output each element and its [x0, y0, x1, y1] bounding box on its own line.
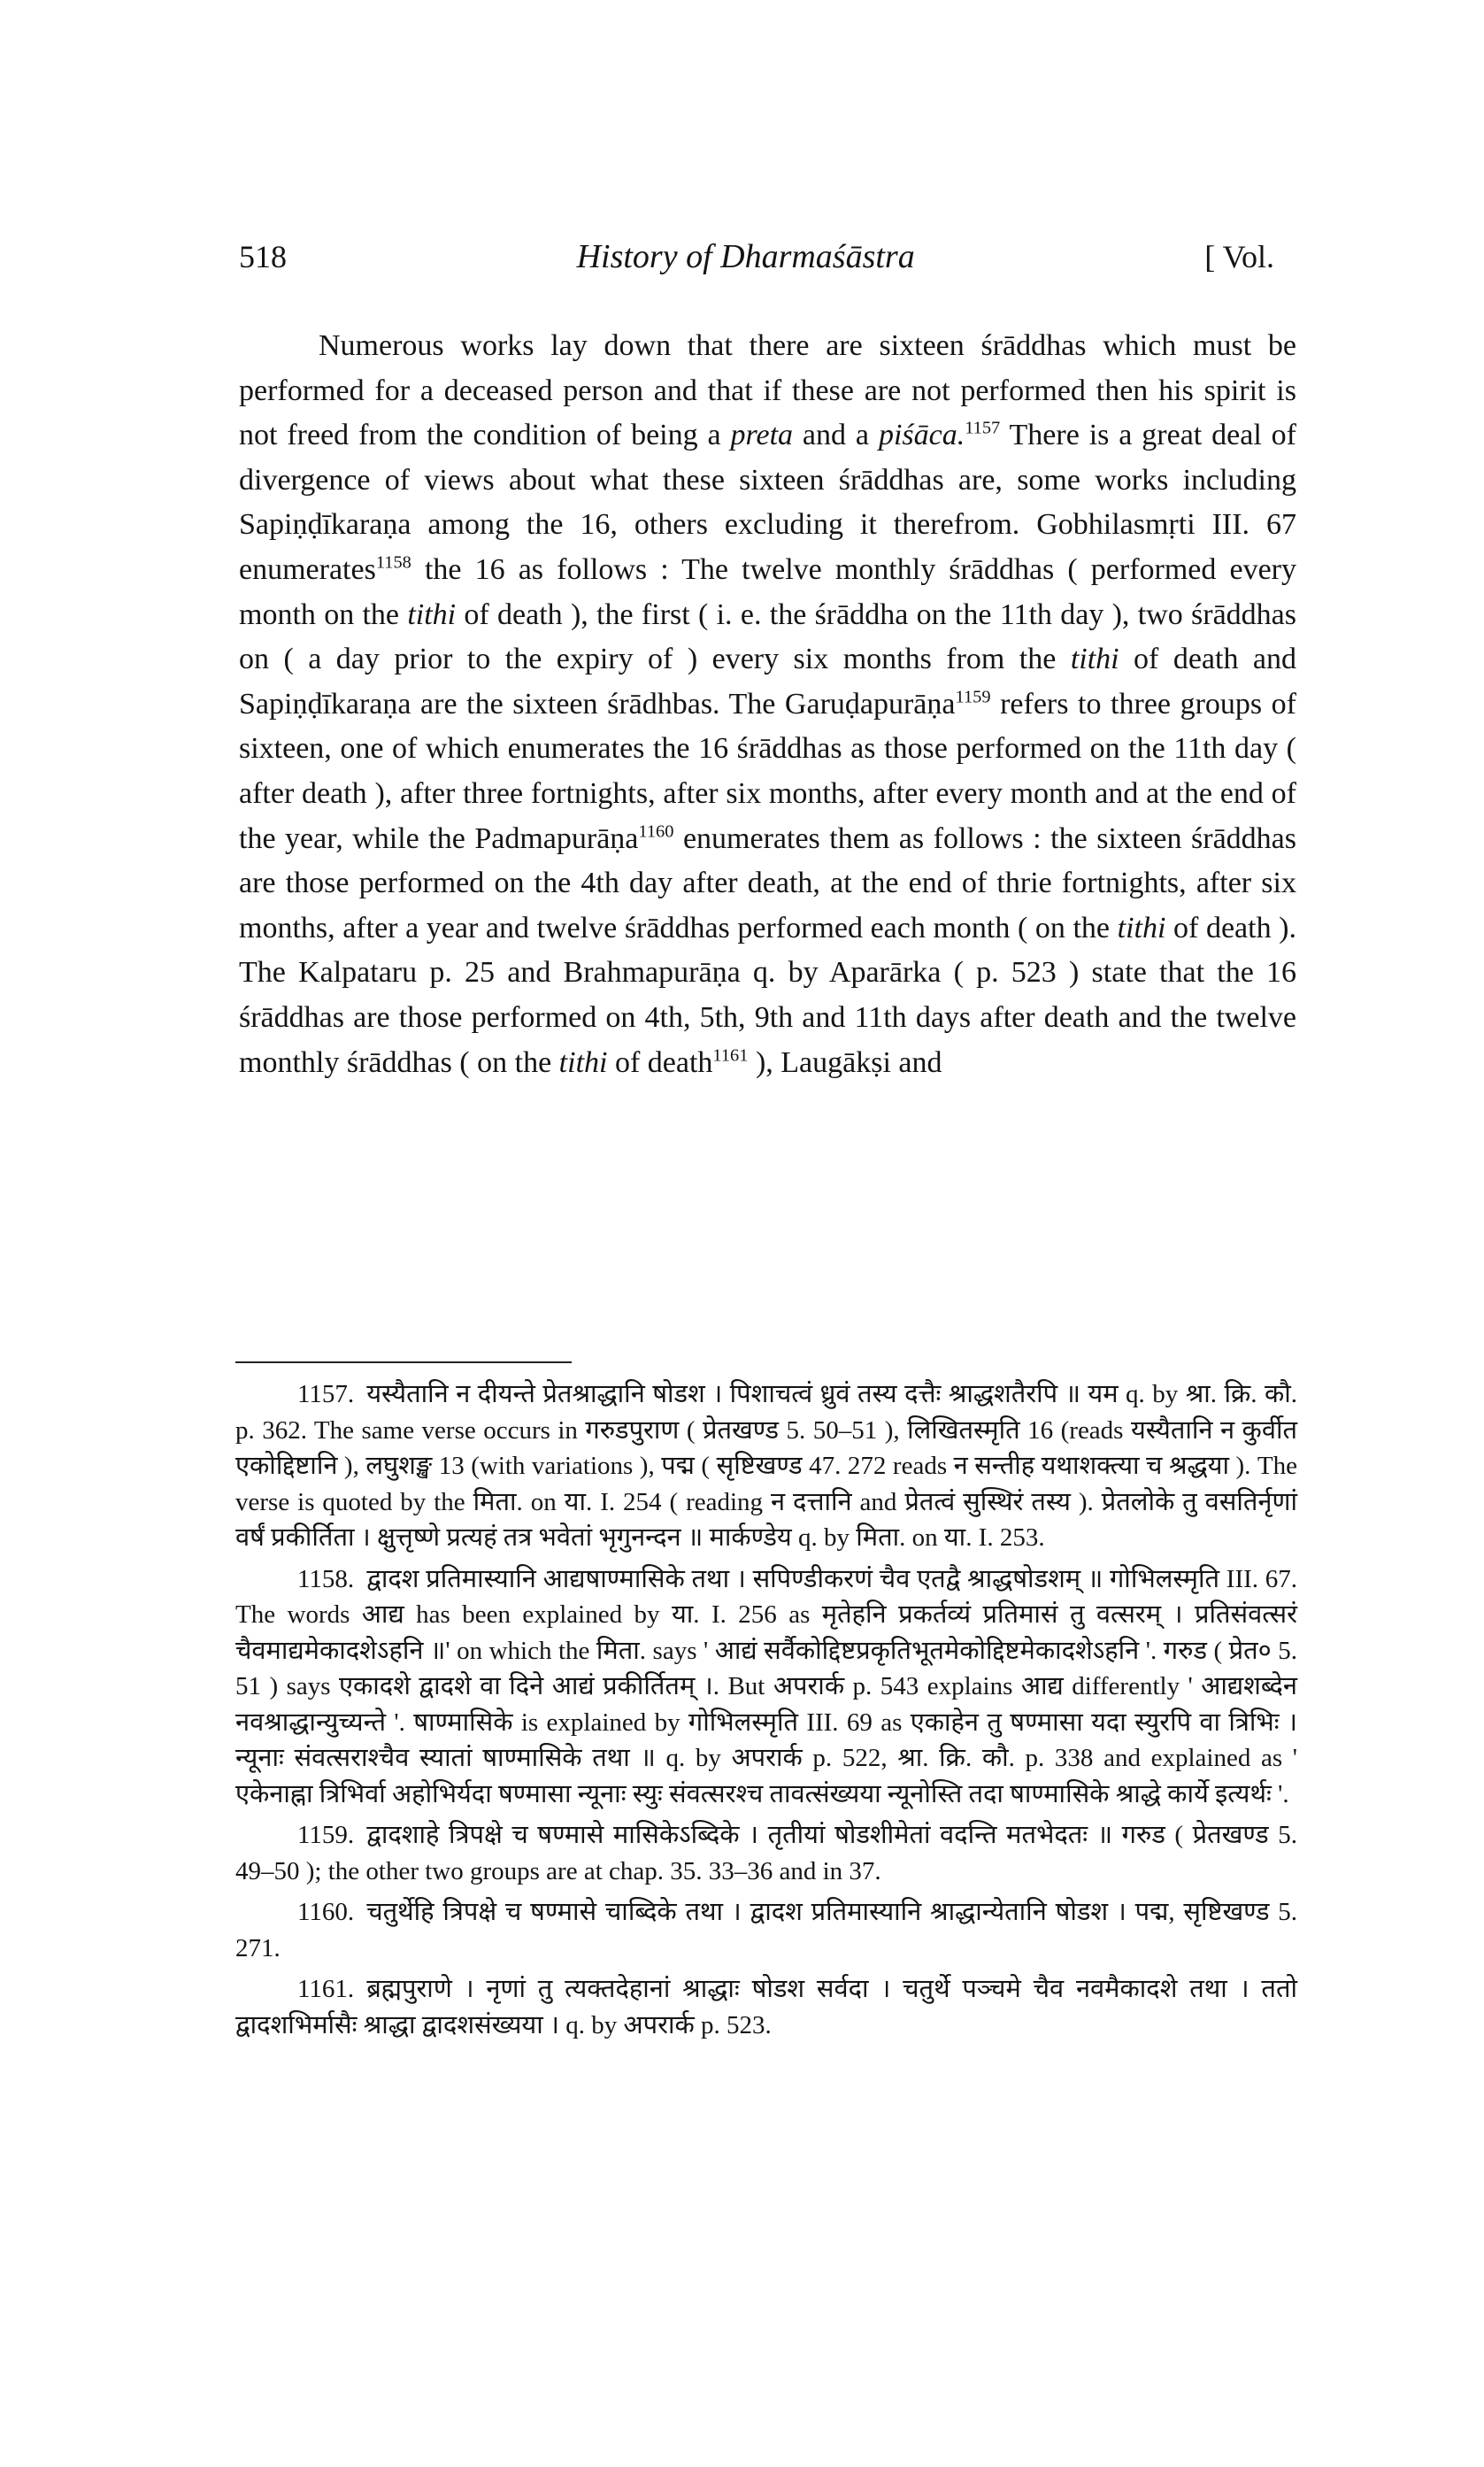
footnote-number: 1160. [297, 1898, 355, 1926]
footnote-text: द्वादशाहे त्रिपक्षे च षण्मासे मासिकेऽब्दिके । तृतीयां षोडशीमेतां वदन्ति मतभेदतः ॥ गरुड ( प्रेतखण्ड 5. 49–50 ); the other two groups are at chap. 35. 33–36 and in 37. [235, 1821, 1297, 1885]
page-number: 518 [239, 239, 287, 274]
footnote-ref[interactable]: 1157 [965, 418, 1001, 438]
footnote-number: 1159. [297, 1821, 355, 1849]
footnote [235, 1376, 1297, 1556]
footnotes [235, 1376, 1297, 2048]
footnote-ref[interactable]: 1160 [638, 821, 674, 842]
footnote-text: यस्यैतानि न दीयन्ते प्रेतश्राद्धानि षोडश । पिशाचत्वं ध्रुवं तस्य दत्तैः श्राद्धशतैरपि ॥ यम q. by श्रा. क्रि. कौ. p. 362. The same verse occurs in गरुडपुराण ( प्रेतखण्ड 5. 50–51 ), लिखितस्मृति 16 (reads यस्यैतानि न कुर्वीत एकोद्दिष्टानि ), लघुशङ्ख 13 (with variations ), पद्म ( सृष्टिखण्ड 47. 272 reads न सन्तीह यथाशक्त्या च श्रद्धया ). The verse is quoted by the मिता. on या. I. 254 ( reading न दत्तानि and प्रेतत्वं सुस्थिरं तस्य ). प्रेतलोके तु वसतिर्नृणां वर्षं प्रकीर्तिता । क्षुत्तृष्णे प्रत्यहं तत्र भवेतां भृगुनन्दन ॥ मार्कण्डेय q. by मिता. on या. I. 253. [235, 1380, 1297, 1552]
footnote [235, 1894, 1297, 1966]
footnote-ref[interactable]: 1161 [712, 1045, 749, 1066]
footnote-text: चतुर्थेहि त्रिपक्षे च षण्मासे चाब्दिके तथा । द्वादश प्रतिमास्यानि श्राद्धान्येतानि षोडश । पद्म, सृष्टिखण्ड 5. 271. [235, 1898, 1297, 1962]
footnote-divider [235, 1361, 572, 1363]
main-text [239, 324, 1296, 1085]
footnote-ref[interactable]: 1158 [375, 552, 411, 573]
paragraph: Numerous works lay down that there are sixteen śrāddhas which must be performed for a deceased person and that if these are not performed then his spirit is not freed from the condition of being a preta and a piśāca.$^{1157}$ There is a great deal of divergence of views about what these sixteen śrāddhas are, some works including Sapiṇḍīkaraṇa among the 16, others excluding it therefrom. Gobhilasmṛti III. 67 enumerates$^{1158}$ the 16 as follows : The twelve monthly śrāddhas ( performed every month on the tithi of death ), the first ( i. e. the śrāddha on the 11th day ), two śrāddhas on ( a day prior to the expiry of ) every six months from the tithi of death and Sapiṇḍīkaraṇa are the sixteen śrādhbas. The Garuḍapurāṇa$^{1159}$ refers to three groups of sixteen, one of which enumerates the 16 śrāddhas as those performed on the 11th day ( after death ), after three fortnights, after six months, after every month and at the end of the year, while the Padmapurāṇa$^{1160}$ enumerates them as follows : the sixteen śrāddhas are those performed on the 4th day after death, at the end of thrie fortnights, after six months, after a year and twelve śrāddhas performed each month ( on the tithi of death ). The Kalpataru p. 25 and Brahmapurāṇa q. by Aparārka ( p. 523 ) state that the 16 śrāddhas are those performed on 4th, 5th, 9th and 11th days after death and the twelve monthly śrāddhas ( on the tithi of death$^{1161}$ ), Laugākṣi and [239, 329, 1297, 1079]
footnote-text: ब्रह्मपुराणे । नृणां तु त्यक्तदेहानां श्राद्धाः षोडश सर्वदा । चतुर्थे पञ्चमे चैव नवमैकादशे तथा । ततो द्वादशभिर्मासैः श्राद्धा द्वादशसंख्यया । q. by अपरार्क p. 523. [235, 1975, 1297, 2039]
footnote [235, 1971, 1297, 2043]
running-title: History of Dharmaśāstra [576, 238, 915, 275]
footnote-text: द्वादश प्रतिमास्यानि आद्यषाण्मासिके तथा । सपिण्डीकरणं चैव एतद्वै श्राद्धषोडशम् ॥ गोभिलस्मृति III. 67. The words आद्य has been explained by या. I. 256 as मृतेहनि प्रकर्तव्यं प्रतिमासं तु वत्सरम् । प्रतिसंवत्सरं चैवमाद्यमेकादशेऽहनि ॥' on which the मिता. says ' आद्यं सर्वैकोद्दिष्टप्रकृतिभूतमेकोद्दिष्टमेकादशेऽहनि '. गरुड ( प्रेत० 5. 51 ) says एकादशे द्वादशे वा दिने आद्यं प्रकीर्तितम् ।. But अपरार्क p. 543 explains आद्य differently ' आद्यशब्देन नवश्राद्धान्युच्यन्ते '. षाण्मासिके is explained by गोभिलस्मृति III. 69 as एकाहेन तु षण्मासा यदा स्युरपि वा त्रिभिः । न्यूनाः संवत्सराश्चैव स्यातां षाण्मासिके तथा ॥ q. by अपरार्क p. 522, श्रा. क्रि. कौ. p. 338 and explained as ' एकेनाह्ना त्रिभिर्वा अहोभिर्यदा षण्मासा न्यूनाः स्युः संवत्सरश्च तावत्संख्यया न्यूनोस्ति तदा षाण्मासिके श्राद्धे कार्ये इत्यर्थः '. [235, 1564, 1297, 1808]
page-header [239, 237, 1274, 281]
footnote-number: 1158. [297, 1564, 355, 1593]
footnote [235, 1817, 1297, 1889]
footnote-number: 1157. [297, 1380, 355, 1408]
footnote-ref[interactable]: 1159 [955, 687, 991, 707]
footnote-number: 1161. [297, 1975, 355, 2003]
volume-label: [ Vol. [1204, 239, 1274, 274]
footnote [235, 1561, 1297, 1813]
